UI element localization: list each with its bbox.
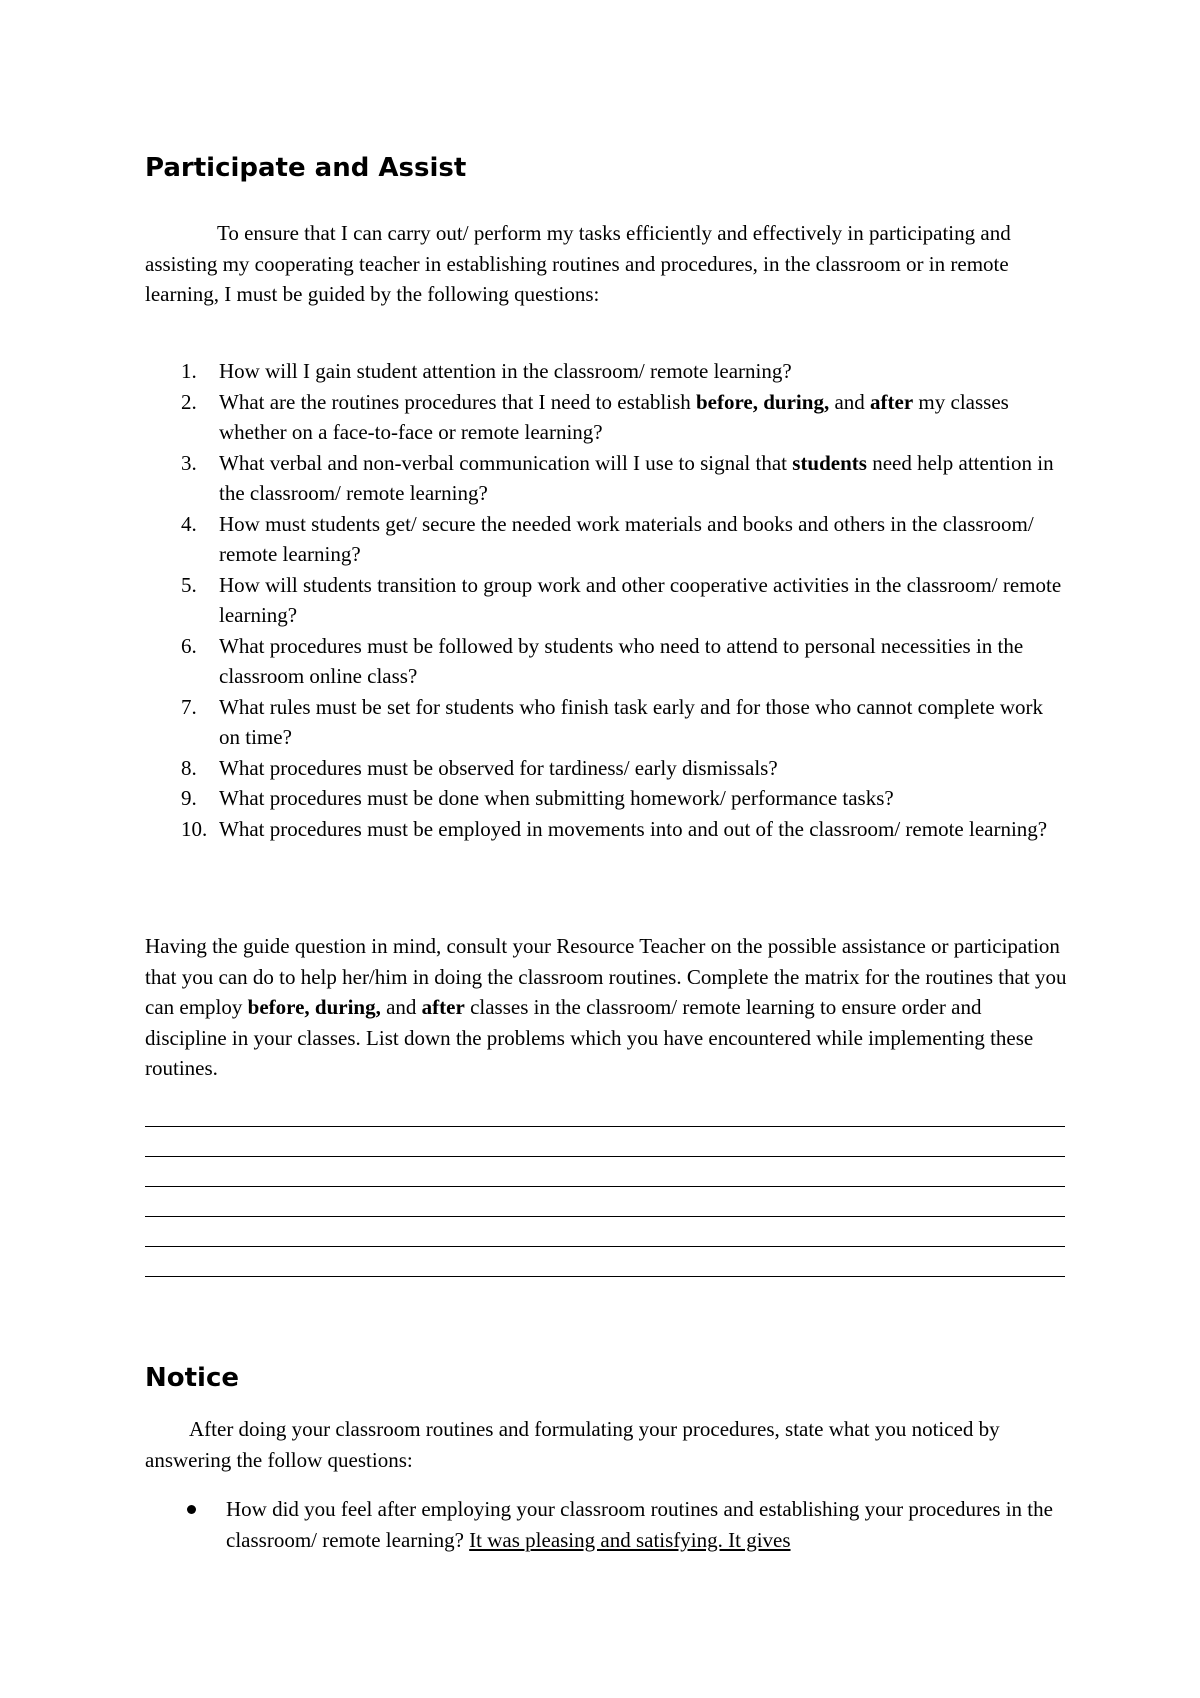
guide-question: 10. What procedures must be employed in movements into and out of the classroom/ remote learning? — [145, 814, 1067, 845]
answer-line[interactable] — [145, 1126, 1065, 1127]
guide-question: 6. What procedures must be followed by students who need to attend to personal necessities in the classroom online class? — [145, 631, 1067, 692]
question-number: 5. — [181, 572, 197, 597]
notice-answer: It was pleasing and satisfying. It gives — [469, 1527, 791, 1552]
question-number: 4. — [181, 511, 197, 536]
notice-question-item — [145, 1494, 1067, 1555]
question-number: 2. — [181, 389, 197, 414]
guide-question: 4. How must students get/ secure the needed work materials and books and others in the classroom/ remote learning? — [145, 509, 1067, 570]
question-number: 1. — [181, 359, 197, 383]
guide-question-list — [145, 356, 1067, 844]
guide-question: 9. What procedures must be done when submitting homework/ performance tasks? — [145, 783, 1067, 814]
notice-heading: Notice — [145, 1363, 240, 1393]
guide-instructions: Having the guide question in mind, consult your Resource Teacher on the possible assistance or participation that you can do to help her/him in doing the classroom routines. Complete the matrix for the routines that you can employ before, during, and after classes in the classroom/ remote learning to ensure order and discipline in your classes. List down the problems which you have encountered while implementing these routines. — [145, 934, 1067, 1080]
notice-intro: After doing your classroom routines and formulating your procedures, state what you noticed by answering the follow questions: — [145, 1417, 1000, 1472]
answer-line[interactable] — [145, 1156, 1065, 1157]
participate-intro: To ensure that I can carry out/ perform my tasks efficiently and effectively in participating and assisting my cooperating teacher in establishing routines and procedures, in the classroom or in remote learning, I must be guided by the following questions: — [145, 221, 1011, 306]
bullet-dot-icon — [187, 1505, 196, 1514]
question-number: 8. — [181, 755, 197, 780]
guide-question: 2. What are the routines procedures that I need to establish before, during, and after my classes whether on a face-to-face or remote learning? — [145, 387, 1067, 448]
question-number: 9. — [181, 786, 197, 810]
guide-question: 8. What procedures must be observed for tardiness/ early dismissals? — [145, 753, 1067, 784]
answer-line[interactable] — [145, 1186, 1065, 1187]
notice-question: How did you feel after employing your classroom routines and establishing your procedures in the classroom/ remote learning? — [226, 1497, 1053, 1552]
guide-question: 3. What verbal and non-verbal communication will I use to signal that students need help attention in the classroom/ remote learning? — [145, 448, 1067, 509]
participate-heading: Participate and Assist — [145, 153, 467, 183]
question-number: 10. — [181, 816, 208, 841]
answer-line[interactable] — [145, 1246, 1065, 1247]
question-number: 6. — [181, 633, 197, 658]
answer-line[interactable] — [145, 1276, 1065, 1277]
guide-question: 1. How will I gain student attention in the classroom/ remote learning? — [145, 356, 1067, 387]
answer-line[interactable] — [145, 1216, 1065, 1217]
question-number: 7. — [181, 694, 197, 719]
guide-question: 5. How will students transition to group work and other cooperative activities in the classroom/ remote learning? — [145, 570, 1067, 631]
guide-question: 7. What rules must be set for students who finish task early and for those who cannot complete work on time? — [145, 692, 1067, 753]
question-number: 3. — [181, 450, 197, 475]
